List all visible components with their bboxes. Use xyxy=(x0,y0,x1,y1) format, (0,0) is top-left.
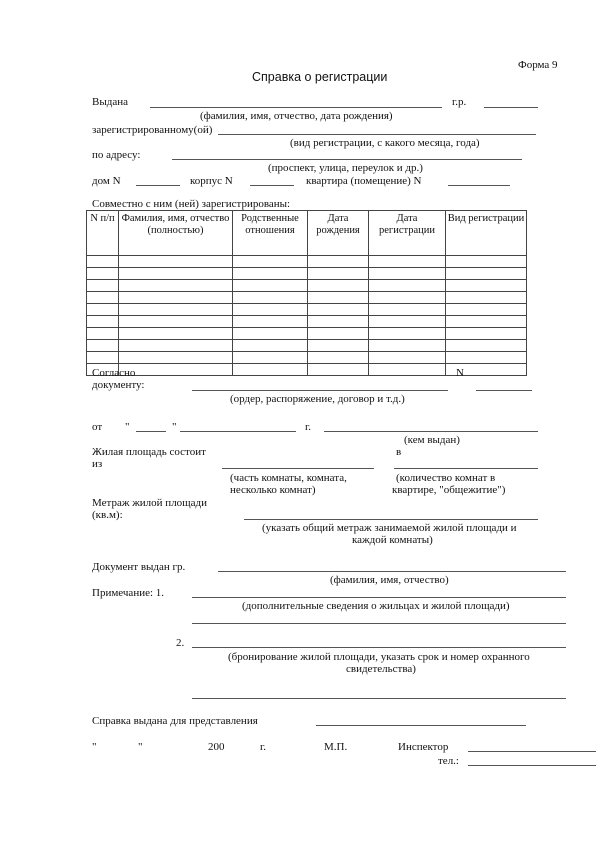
table-cell[interactable] xyxy=(119,352,233,364)
footer-year-suffix: г. xyxy=(260,741,267,753)
registration-type-field[interactable] xyxy=(218,134,536,135)
address-hint: (проспект, улица, переулок и др.) xyxy=(268,162,423,174)
table-cell[interactable] xyxy=(446,340,527,352)
table-row xyxy=(87,268,527,280)
table-cell[interactable] xyxy=(446,316,527,328)
form-number: Форма 9 xyxy=(518,59,558,71)
table-row xyxy=(87,316,527,328)
table-cell[interactable] xyxy=(87,256,119,268)
table-cell[interactable] xyxy=(369,280,446,292)
document-label-2: документу: xyxy=(92,379,145,391)
document-year-label: г. xyxy=(305,421,312,433)
table-cell[interactable] xyxy=(119,328,233,340)
residents-table xyxy=(86,210,527,376)
table-cell[interactable] xyxy=(308,304,369,316)
table-row xyxy=(87,256,527,268)
table-cell[interactable] xyxy=(87,268,119,280)
table-cell[interactable] xyxy=(369,340,446,352)
count-hint-2: квартире, "общежитие") xyxy=(392,484,506,496)
living-rooms-field[interactable] xyxy=(222,468,374,469)
table-cell[interactable] xyxy=(446,280,527,292)
table-cell[interactable] xyxy=(119,316,233,328)
document-hint: (ордер, распоряжение, договор и т.д.) xyxy=(230,393,405,405)
area-hint-2: каждой комнаты) xyxy=(352,534,433,546)
table-cell[interactable] xyxy=(446,292,527,304)
count-hint-1: (количество комнат в xyxy=(396,472,496,484)
house-label: дом N xyxy=(92,175,121,187)
building-label: корпус N xyxy=(190,175,233,187)
table-cell[interactable] xyxy=(233,256,308,268)
table-cell[interactable] xyxy=(369,256,446,268)
document-from-label: от xyxy=(92,421,103,433)
table-cell[interactable] xyxy=(119,292,233,304)
column-header: Вид регистрации xyxy=(446,211,527,256)
address-field[interactable] xyxy=(172,159,522,160)
footer-day-field[interactable] xyxy=(98,751,134,752)
document-day-field[interactable] xyxy=(136,431,166,432)
table-cell[interactable] xyxy=(369,328,446,340)
table-cell[interactable] xyxy=(446,268,527,280)
phone-label: тел.: xyxy=(438,755,459,767)
table-cell[interactable] xyxy=(87,340,119,352)
table-cell[interactable] xyxy=(119,364,233,376)
table-row xyxy=(87,340,527,352)
footer-year: 200 xyxy=(208,741,225,753)
table-row xyxy=(87,292,527,304)
column-header: Дата регистрации xyxy=(369,211,446,256)
note-2-number: 2. xyxy=(176,637,185,649)
inspector-field[interactable] xyxy=(468,751,596,752)
table-cell[interactable] xyxy=(369,304,446,316)
living-count-field[interactable] xyxy=(394,468,538,469)
living-label-1: Жилая площадь состоит xyxy=(92,446,206,458)
table-cell[interactable] xyxy=(119,280,233,292)
table-cell[interactable] xyxy=(308,268,369,280)
note-1-field[interactable] xyxy=(192,597,566,598)
table-cell[interactable] xyxy=(369,352,446,364)
note-2-field[interactable] xyxy=(192,647,566,648)
living-label-2: из xyxy=(92,458,103,470)
table-cell[interactable] xyxy=(233,268,308,280)
stamp-label: М.П. xyxy=(324,741,348,753)
note-2-extra-field[interactable] xyxy=(192,698,566,699)
registered-hint: (вид регистрации, с какого месяца, года) xyxy=(290,137,480,149)
issuer-hint: (кем выдан) xyxy=(404,434,460,446)
table-cell[interactable] xyxy=(87,316,119,328)
table-cell[interactable] xyxy=(446,352,527,364)
table-row xyxy=(87,304,527,316)
document-type-field[interactable] xyxy=(192,390,448,391)
note-label: Примечание: 1. xyxy=(92,587,165,599)
column-header: N п/п xyxy=(87,211,119,256)
document-label-1: Согласно xyxy=(92,367,136,379)
table-row xyxy=(87,352,527,364)
table-cell[interactable] xyxy=(233,316,308,328)
table-row xyxy=(87,280,527,292)
area-field[interactable] xyxy=(244,519,538,520)
table-cell[interactable] xyxy=(308,364,369,376)
purpose-label: Справка выдана для представления xyxy=(92,715,258,727)
column-header: Родственные отношения xyxy=(233,211,308,256)
table-cell[interactable] xyxy=(446,304,527,316)
residents-caption: Совместно с ним (ней) зарегистрированы: xyxy=(92,198,291,210)
table-cell[interactable] xyxy=(119,268,233,280)
table-cell[interactable] xyxy=(87,304,119,316)
birth-year-label: г.р. xyxy=(452,96,467,108)
registered-label: зарегистрированному(ой) xyxy=(92,124,213,136)
address-label: по адресу: xyxy=(92,149,141,161)
note-2-hint-b: свидетельства) xyxy=(346,663,416,675)
area-label-1: Метраж жилой площади xyxy=(92,497,208,509)
table-cell[interactable] xyxy=(87,292,119,304)
apartment-field[interactable] xyxy=(448,185,510,186)
page-title: Справка о регистрации xyxy=(252,70,388,84)
table-cell[interactable] xyxy=(233,352,308,364)
table-cell[interactable] xyxy=(87,352,119,364)
table-cell[interactable] xyxy=(446,328,527,340)
table-cell[interactable] xyxy=(87,328,119,340)
quote-close: " xyxy=(172,421,177,433)
footer-quote-open: " xyxy=(92,741,97,753)
house-field[interactable] xyxy=(136,185,180,186)
document-issuer-field[interactable] xyxy=(324,431,538,432)
issued-name-field[interactable] xyxy=(150,107,442,108)
issued-to-hint: (фамилия, имя, отчество) xyxy=(330,574,449,586)
table-cell[interactable] xyxy=(446,256,527,268)
rooms-hint-2: несколько комнат) xyxy=(230,484,316,496)
building-field[interactable] xyxy=(250,185,294,186)
table-cell[interactable] xyxy=(233,364,308,376)
table-cell[interactable] xyxy=(369,316,446,328)
table-cell[interactable] xyxy=(233,280,308,292)
inspector-label: Инспектор xyxy=(398,741,449,753)
issued-hint: (фамилия, имя, отчество, дата рождения) xyxy=(200,110,393,122)
living-in-label: в xyxy=(396,446,402,458)
table-cell[interactable] xyxy=(308,292,369,304)
phone-field[interactable] xyxy=(468,765,596,766)
table-cell[interactable] xyxy=(369,292,446,304)
table-cell[interactable] xyxy=(308,328,369,340)
table-cell[interactable] xyxy=(369,268,446,280)
area-label-2: (кв.м): xyxy=(92,509,123,521)
table-cell[interactable] xyxy=(119,304,233,316)
table-cell[interactable] xyxy=(308,280,369,292)
document-number-label: N xyxy=(456,367,464,379)
document-number-field[interactable] xyxy=(476,390,532,391)
table-cell[interactable] xyxy=(119,256,233,268)
document-month-field[interactable] xyxy=(180,431,296,432)
birth-year-field[interactable] xyxy=(484,107,538,108)
table-cell[interactable] xyxy=(233,328,308,340)
issued-to-label: Документ выдан гр. xyxy=(92,561,186,573)
issued-label: Выдана xyxy=(92,96,128,108)
purpose-field[interactable] xyxy=(316,725,526,726)
quote-open: " xyxy=(125,421,130,433)
table-cell[interactable] xyxy=(308,256,369,268)
note-1-extra-field[interactable] xyxy=(192,623,566,624)
table-cell[interactable] xyxy=(87,280,119,292)
footer-quote-close: " xyxy=(138,741,143,753)
note-1-hint: (дополнительные сведения о жильцах и жилой площади) xyxy=(242,600,510,612)
column-header: Фамилия, имя, отчество (полностью) xyxy=(119,211,233,256)
table-cell[interactable] xyxy=(233,292,308,304)
issued-to-field[interactable] xyxy=(218,571,566,572)
table-cell[interactable] xyxy=(369,364,446,376)
table-cell[interactable] xyxy=(308,352,369,364)
table-cell[interactable] xyxy=(119,340,233,352)
column-header: Дата рождения xyxy=(308,211,369,256)
area-hint-1: (указать общий метраж занимаемой жилой площади и xyxy=(262,522,517,534)
table-row xyxy=(87,328,527,340)
table-cell[interactable] xyxy=(233,304,308,316)
apartment-label: квартира (помещение) N xyxy=(306,175,422,187)
rooms-hint-1: (часть комнаты, комната, xyxy=(230,472,347,484)
note-2-hint-a: (бронирование жилой площади, указать срок и номер охранного xyxy=(228,651,530,663)
table-cell[interactable] xyxy=(308,316,369,328)
table-cell[interactable] xyxy=(233,340,308,352)
table-cell[interactable] xyxy=(308,340,369,352)
